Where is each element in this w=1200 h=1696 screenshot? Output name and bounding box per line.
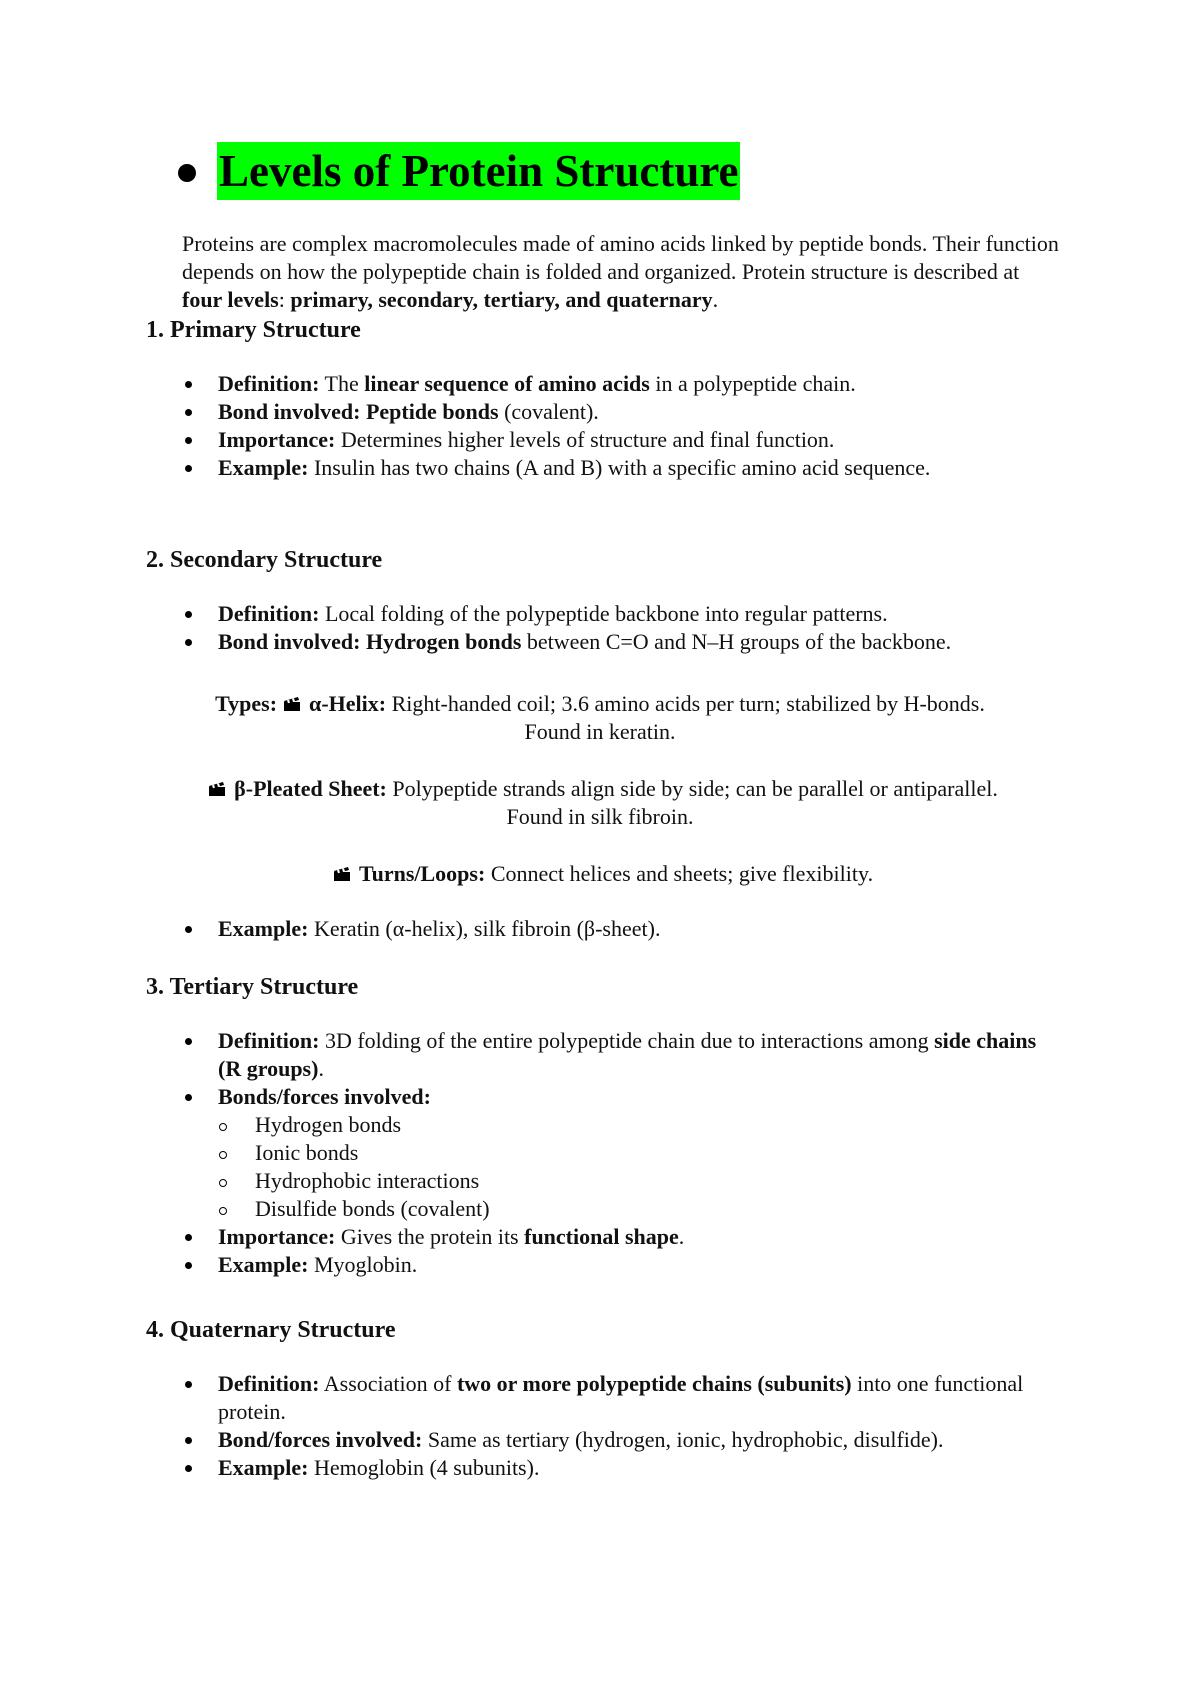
bullet-icon: [185, 1094, 192, 1101]
list-item: Example: Keratin (α-helix), silk fibroin (β-sheet).: [182, 915, 1062, 943]
bullet-icon: [185, 1437, 192, 1444]
list-item: Example: Myoglobin.: [182, 1251, 1062, 1279]
list-item: Bonds/forces involved: Hydrogen bonds Ionic bonds Hydrophobic interactions Disulfide bonds (covalent): [182, 1083, 1062, 1223]
primary-list: [182, 370, 1062, 482]
list-item: Importance: Gives the protein its functional shape.: [182, 1223, 1062, 1251]
page-title: Levels of Protein Structure: [217, 142, 740, 200]
list-item: Bond involved: Peptide bonds (covalent).: [182, 398, 1062, 426]
list-item: Bond involved: Hydrogen bonds between C=O and N–H groups of the backbone.: [182, 628, 1062, 656]
circle-bullet-icon: [219, 1151, 227, 1159]
clapperboard-icon: [283, 696, 301, 712]
types-turns-loops: Turns/Loops: Connect helices and sheets; give flexibility.: [130, 860, 1070, 888]
tertiary-heading: 3. Tertiary Structure: [146, 974, 359, 1000]
bullet-icon: [185, 437, 192, 444]
bullet-icon: [185, 611, 192, 618]
list-item: Bond/forces involved: Same as tertiary (hydrogen, ionic, hydrophobic, disulfide).: [182, 1426, 1062, 1454]
bullet-icon: [185, 1038, 192, 1045]
bullet-icon: [185, 639, 192, 646]
sub-list-item: Ionic bonds: [219, 1139, 1062, 1167]
bullet-icon: [185, 926, 192, 933]
circle-bullet-icon: [219, 1179, 227, 1187]
tertiary-bonds-sublist: [182, 1111, 1062, 1223]
secondary-list: [182, 600, 1062, 656]
circle-bullet-icon: [219, 1207, 227, 1215]
clapperboard-icon: [333, 866, 351, 882]
sub-list-item: Hydrogen bonds: [219, 1111, 1062, 1139]
sub-list-item: Disulfide bonds (covalent): [219, 1195, 1062, 1223]
bullet-icon: [185, 465, 192, 472]
list-item: Definition: Local folding of the polypeptide backbone into regular patterns.: [182, 600, 1062, 628]
list-item: Example: Hemoglobin (4 subunits).: [182, 1454, 1062, 1482]
bullet-icon: [185, 1381, 192, 1388]
clapperboard-icon: [208, 781, 226, 797]
primary-heading: 1. Primary Structure: [146, 317, 361, 343]
secondary-heading: 2. Secondary Structure: [146, 547, 383, 573]
bullet-icon: [185, 1234, 192, 1241]
types-alpha-helix: Types: α-Helix: Right-handed coil; 3.6 amino acids per turn; stabilized by H-bonds. Found in keratin.: [215, 691, 985, 744]
list-item: Definition: The linear sequence of amino acids in a polypeptide chain.: [182, 370, 1062, 398]
types-beta-sheet: β-Pleated Sheet: Polypeptide strands align side by side; can be parallel or antiparallel. Found in silk fibroin.: [130, 775, 1070, 831]
intro-paragraph: Proteins are complex macromolecules made of amino acids linked by peptide bonds. Their function depends on how the polypeptide chain is folded and organized. Protein structure is described at four levels: primary, secondary, tertiary, and quaternary.: [182, 231, 1059, 312]
quaternary-list: [182, 1370, 1062, 1482]
list-item: Definition: Association of two or more polypeptide chains (subunits) into one functional protein.: [182, 1370, 1062, 1426]
sub-list-item: Hydrophobic interactions: [219, 1167, 1062, 1195]
tertiary-list: [182, 1027, 1062, 1279]
bullet-icon: [185, 1465, 192, 1472]
bullet-icon: [185, 1262, 192, 1269]
secondary-example-list: [182, 915, 1062, 943]
list-item: Definition: 3D folding of the entire polypeptide chain due to interactions among side chains (R groups).: [182, 1027, 1062, 1083]
bullet-icon: [185, 409, 192, 416]
bullet-icon: [185, 381, 192, 388]
circle-bullet-icon: [219, 1123, 227, 1131]
list-item: Example: Insulin has two chains (A and B) with a specific amino acid sequence.: [182, 454, 1062, 482]
title-bullet-icon: [178, 164, 196, 182]
quaternary-heading: 4. Quaternary Structure: [146, 1317, 396, 1343]
list-item: Importance: Determines higher levels of structure and final function.: [182, 426, 1062, 454]
